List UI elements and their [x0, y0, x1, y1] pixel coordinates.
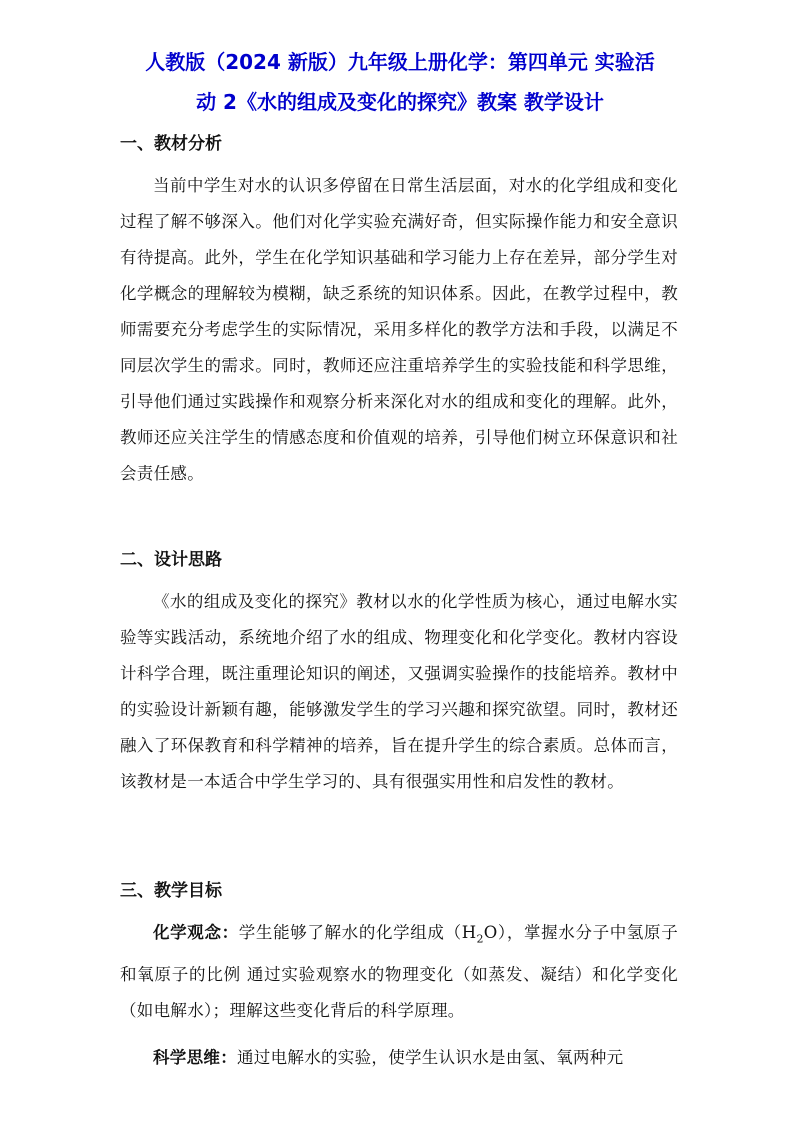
paragraph-textbook-analysis: 当前中学生对水的认识多停留在日常生活层面，对水的化学组成和变化过程了解不够深入。他们对化学实验充满好奇，但实际操作能力和安全意识有待提高。此外，学生在化学知识基础和学习能力上存在差异，部分学生对化学概念的理解较为模糊，缺乏系统的知识体系。因此，在教学过程中，教师需要充分考虑学生的实际情况，采用多样化的教学方法和手段，以满足不同层次学生的需求。同时，教师还应注重培养学生的实验技能和科学思维，引导他们通过实践操作和观察分析来深化对水的组成和变化的理解。此外，教师还应关注学生的情感态度和价值观的培养，引导他们树立环保意识和社会责任感。	[120, 176, 678, 483]
goal-label-chemistry-concept: 化学观念：	[153, 923, 239, 942]
formula-subscript: 2	[476, 932, 484, 946]
goal-label-scientific-thinking: 科学思维：	[153, 1048, 237, 1067]
document-title-line-2: 动 2《水的组成及变化的探究》教案 教学设计	[196, 90, 604, 114]
goal-text-part-a: 学生能够了解水的化学组成（H	[238, 923, 477, 942]
goal-text-part-b: O），掌握水分子中氢原子和氧原子的比例 通过实验观察水的物理变化（如蒸发、凝结）和化学变化（如电解水）；理解这些变化背后的科学原理。	[120, 923, 678, 1021]
paragraph-goal-scientific-thinking	[120, 1040, 678, 1076]
section-heading-design-idea: 二、设计思路	[120, 550, 222, 570]
paragraph-goal-chemistry-concept	[120, 915, 678, 1029]
section-heading-textbook-analysis: 一、教材分析	[120, 134, 222, 154]
section-heading-teaching-goals: 三、教学目标	[120, 881, 222, 901]
paragraph-design-idea: 《水的组成及变化的探究》教材以水的化学性质为核心，通过电解水实验等实践活动，系统地介绍了水的组成、物理变化和化学变化。教材内容设计科学合理，既注重理论知识的阐述，又强调实验操作的技能培养。教材中的实验设计新颖有趣，能够激发学生的学习兴趣和探究欲望。同时，教材还融入了环保教育和科学精神的培养，旨在提升学生的综合素质。总体而言，该教材是一本适合中学生学习的、具有很强实用性和启发性的教材。	[120, 592, 678, 791]
document-title-line-1: 人教版（2024 新版）九年级上册化学：第四单元 实验活	[145, 50, 655, 74]
goal-text-scientific-thinking: 通过电解水的实验，使学生认识水是由氢、氧两种元	[237, 1048, 624, 1067]
